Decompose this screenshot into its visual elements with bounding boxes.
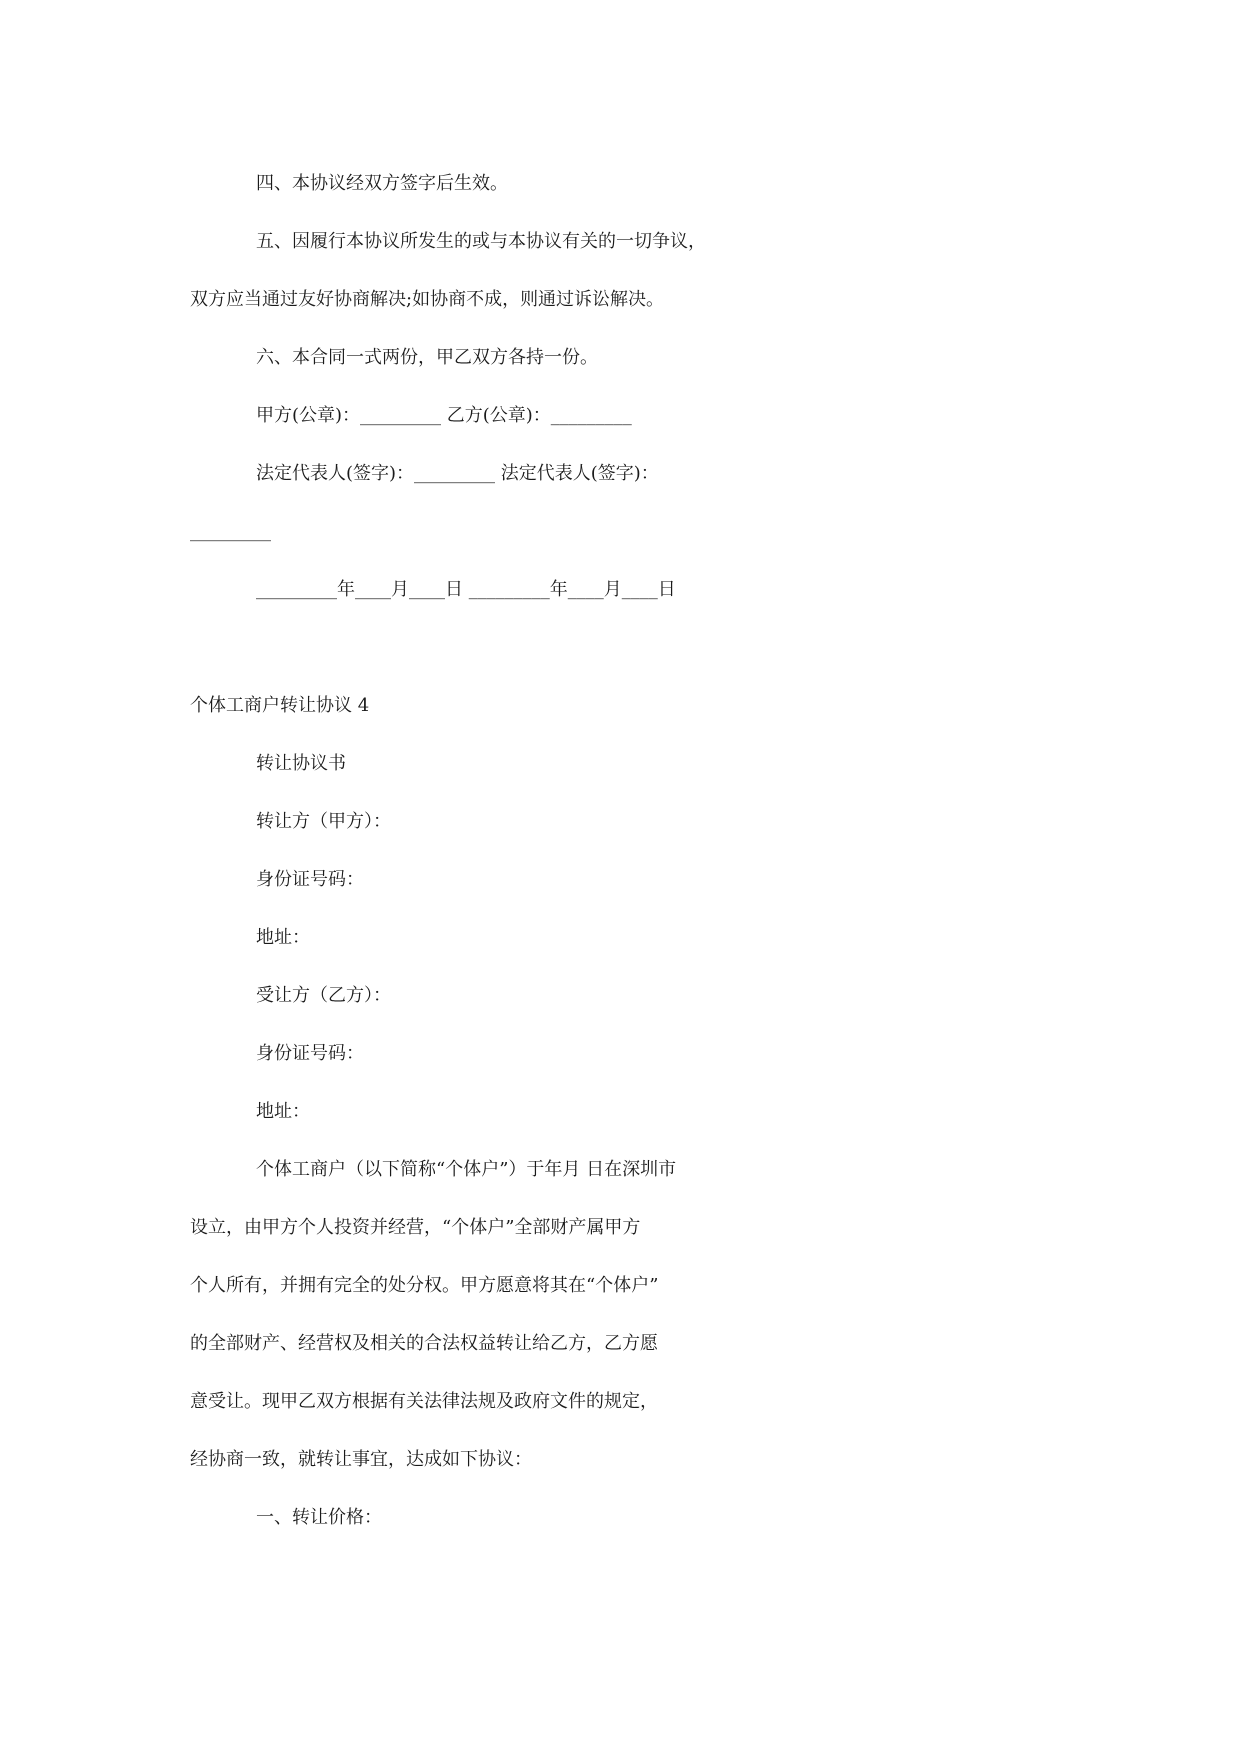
legal-rep-signature-line: 法定代表人(签字)：_________ 法定代表人(签字)： xyxy=(256,463,659,484)
transferee-address-label: 地址： xyxy=(256,1101,310,1122)
transferor-label: 转让方（甲方）： xyxy=(256,811,391,832)
transferor-id-label: 身份证号码： xyxy=(256,869,364,890)
preamble-line-1: 个体工商户（以下简称“个体户”）于年月 日在深圳市 xyxy=(256,1159,677,1180)
preamble-line-3: 个人所有，并拥有完全的处分权。甲方愿意将其在“个体户” xyxy=(190,1275,659,1296)
transferor-address-label: 地址： xyxy=(256,927,310,948)
clause-6: 六、本合同一式两份，甲乙双方各持一份。 xyxy=(256,347,598,368)
date-line: _________年____月____日 _________年____月____日 xyxy=(256,579,676,600)
preamble-line-6: 经协商一致，就转让事宜，达成如下协议： xyxy=(190,1449,532,1470)
clause-5-line-1: 五、因履行本协议所发生的或与本协议有关的一切争议， xyxy=(256,231,706,252)
transferee-label: 受让方（乙方）： xyxy=(256,985,391,1006)
transferee-id-label: 身份证号码： xyxy=(256,1043,364,1064)
preamble-line-4: 的全部财产、经营权及相关的合法权益转让给乙方，乙方愿 xyxy=(190,1333,658,1354)
section-title: 个体工商户转让协议 4 xyxy=(190,695,370,716)
signature-blank: _________ xyxy=(190,521,271,542)
preamble-line-5: 意受让。现甲乙双方根据有关法律法规及政府文件的规定， xyxy=(190,1391,658,1412)
agreement-heading: 转让协议书 xyxy=(256,753,346,774)
clause-4: 四、本协议经双方签字后生效。 xyxy=(256,173,508,194)
preamble-line-2: 设立，由甲方个人投资并经营，“个体户”全部财产属甲方 xyxy=(190,1217,641,1238)
clause-1-heading: 一、转让价格： xyxy=(256,1507,382,1528)
clause-5-line-2: 双方应当通过友好协商解决;如协商不成，则通过诉讼解决。 xyxy=(190,289,665,310)
party-seal-line: 甲方(公章)：_________ 乙方(公章)：_________ xyxy=(256,405,632,426)
